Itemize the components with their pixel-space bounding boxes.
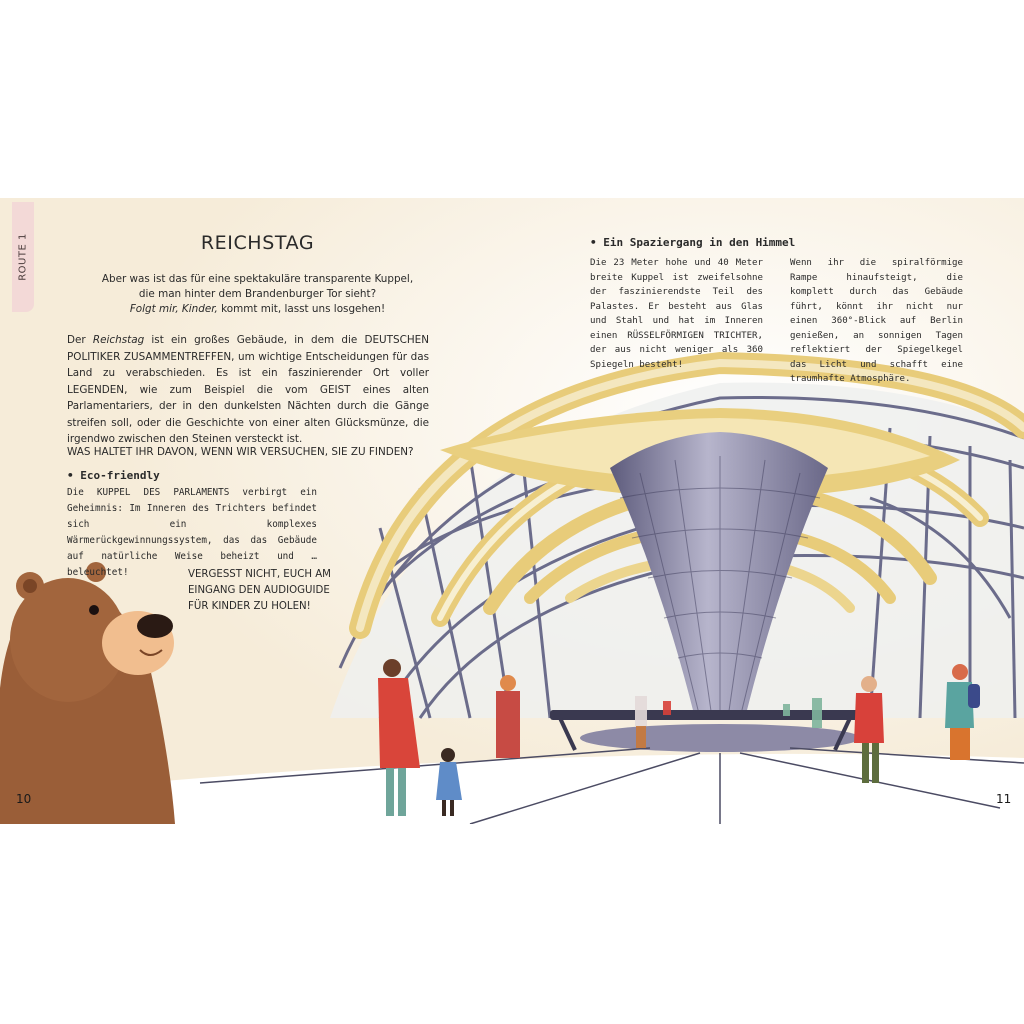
- page-number-right: 11: [996, 792, 1012, 806]
- page-title: REICHSTAG: [200, 232, 315, 254]
- intro-line-3: [90, 302, 425, 317]
- walk-heading: • Ein Spaziergang in den Himmel: [590, 236, 796, 249]
- intro-line-3-rest: kommt mit, lasst uns losgehen!: [217, 303, 386, 315]
- body-start: Der: [67, 334, 93, 346]
- eco-text: Die KUPPEL DES PARLAMENTS verbirgt ein Geheimnis: Im Inneren des Trichters befindet sich ein komplexes Wärmerückgewinnungssystem, das das Gebäude auf natürliche Weise beheizt und … beleuchtet!: [67, 487, 317, 578]
- book-spread: [0, 198, 1024, 824]
- walk-text-column-2: Wenn ihr die spiralförmige Rampe hinaufsteigt, die komplett durch das Gebäude führt, könnt ihr nicht nur einen 360°-Blick auf Berlin genießen, an sonnigen Tagen reflektiert der Spiegelkegel das Licht und schafft eine traumhafte Atmosphäre.: [790, 258, 963, 384]
- body-rest: ist ein großes Gebäude, in dem die DEUTSCHEN POLITIKER ZUSAMMENTREFFEN, um wichtige Entscheidungen für das Land zu verabschieden. Es ist ein faszinierender Ort voller LEGENDEN, wie zum Beispiel die vom GEIST eines alten Parlamentariers, der in den dunkelsten Nächten durch die Gänge streifen soll, oder die Geschichte von einer alten Glücksmünze, die irgendwo zwischen den Steinen versteckt ist.: [67, 334, 429, 445]
- intro-text: [90, 272, 425, 317]
- walk-text-column-1: Die 23 Meter hohe und 40 Meter breite Kuppel ist zweifelsohne der faszinierendste Teil des Palastes. Er besteht aus Glas und Stahl und hat im Inneren einen RÜSSELFÖRMIGEN TRICHTER, der aus nicht weniger als 360 Spiegeln besteht!: [590, 258, 763, 370]
- page-number-left: 10: [16, 792, 32, 806]
- intro-line-3-italic: Folgt mir, Kinder,: [129, 303, 218, 315]
- eco-heading: • Eco-friendly: [67, 469, 160, 482]
- question-line: WAS HALTET IHR DAVON, WENN WIR VERSUCHEN, SIE ZU FINDEN?: [67, 446, 414, 458]
- body-italic: Reichstag: [92, 334, 145, 346]
- route-tab-label: ROUTE 1: [17, 233, 29, 281]
- route-tab: [12, 202, 34, 312]
- intro-line-2: die man hinter dem Brandenburger Tor sieht?: [138, 288, 377, 300]
- body-paragraph: [67, 332, 429, 448]
- intro-line-1: Aber was ist das für eine spektakuläre transparente Kuppel,: [101, 273, 414, 285]
- audioguide-reminder: VERGESST NICHT, EUCH AM EINGANG DEN AUDIOGUIDE FÜR KINDER ZU HOLEN!: [188, 569, 331, 612]
